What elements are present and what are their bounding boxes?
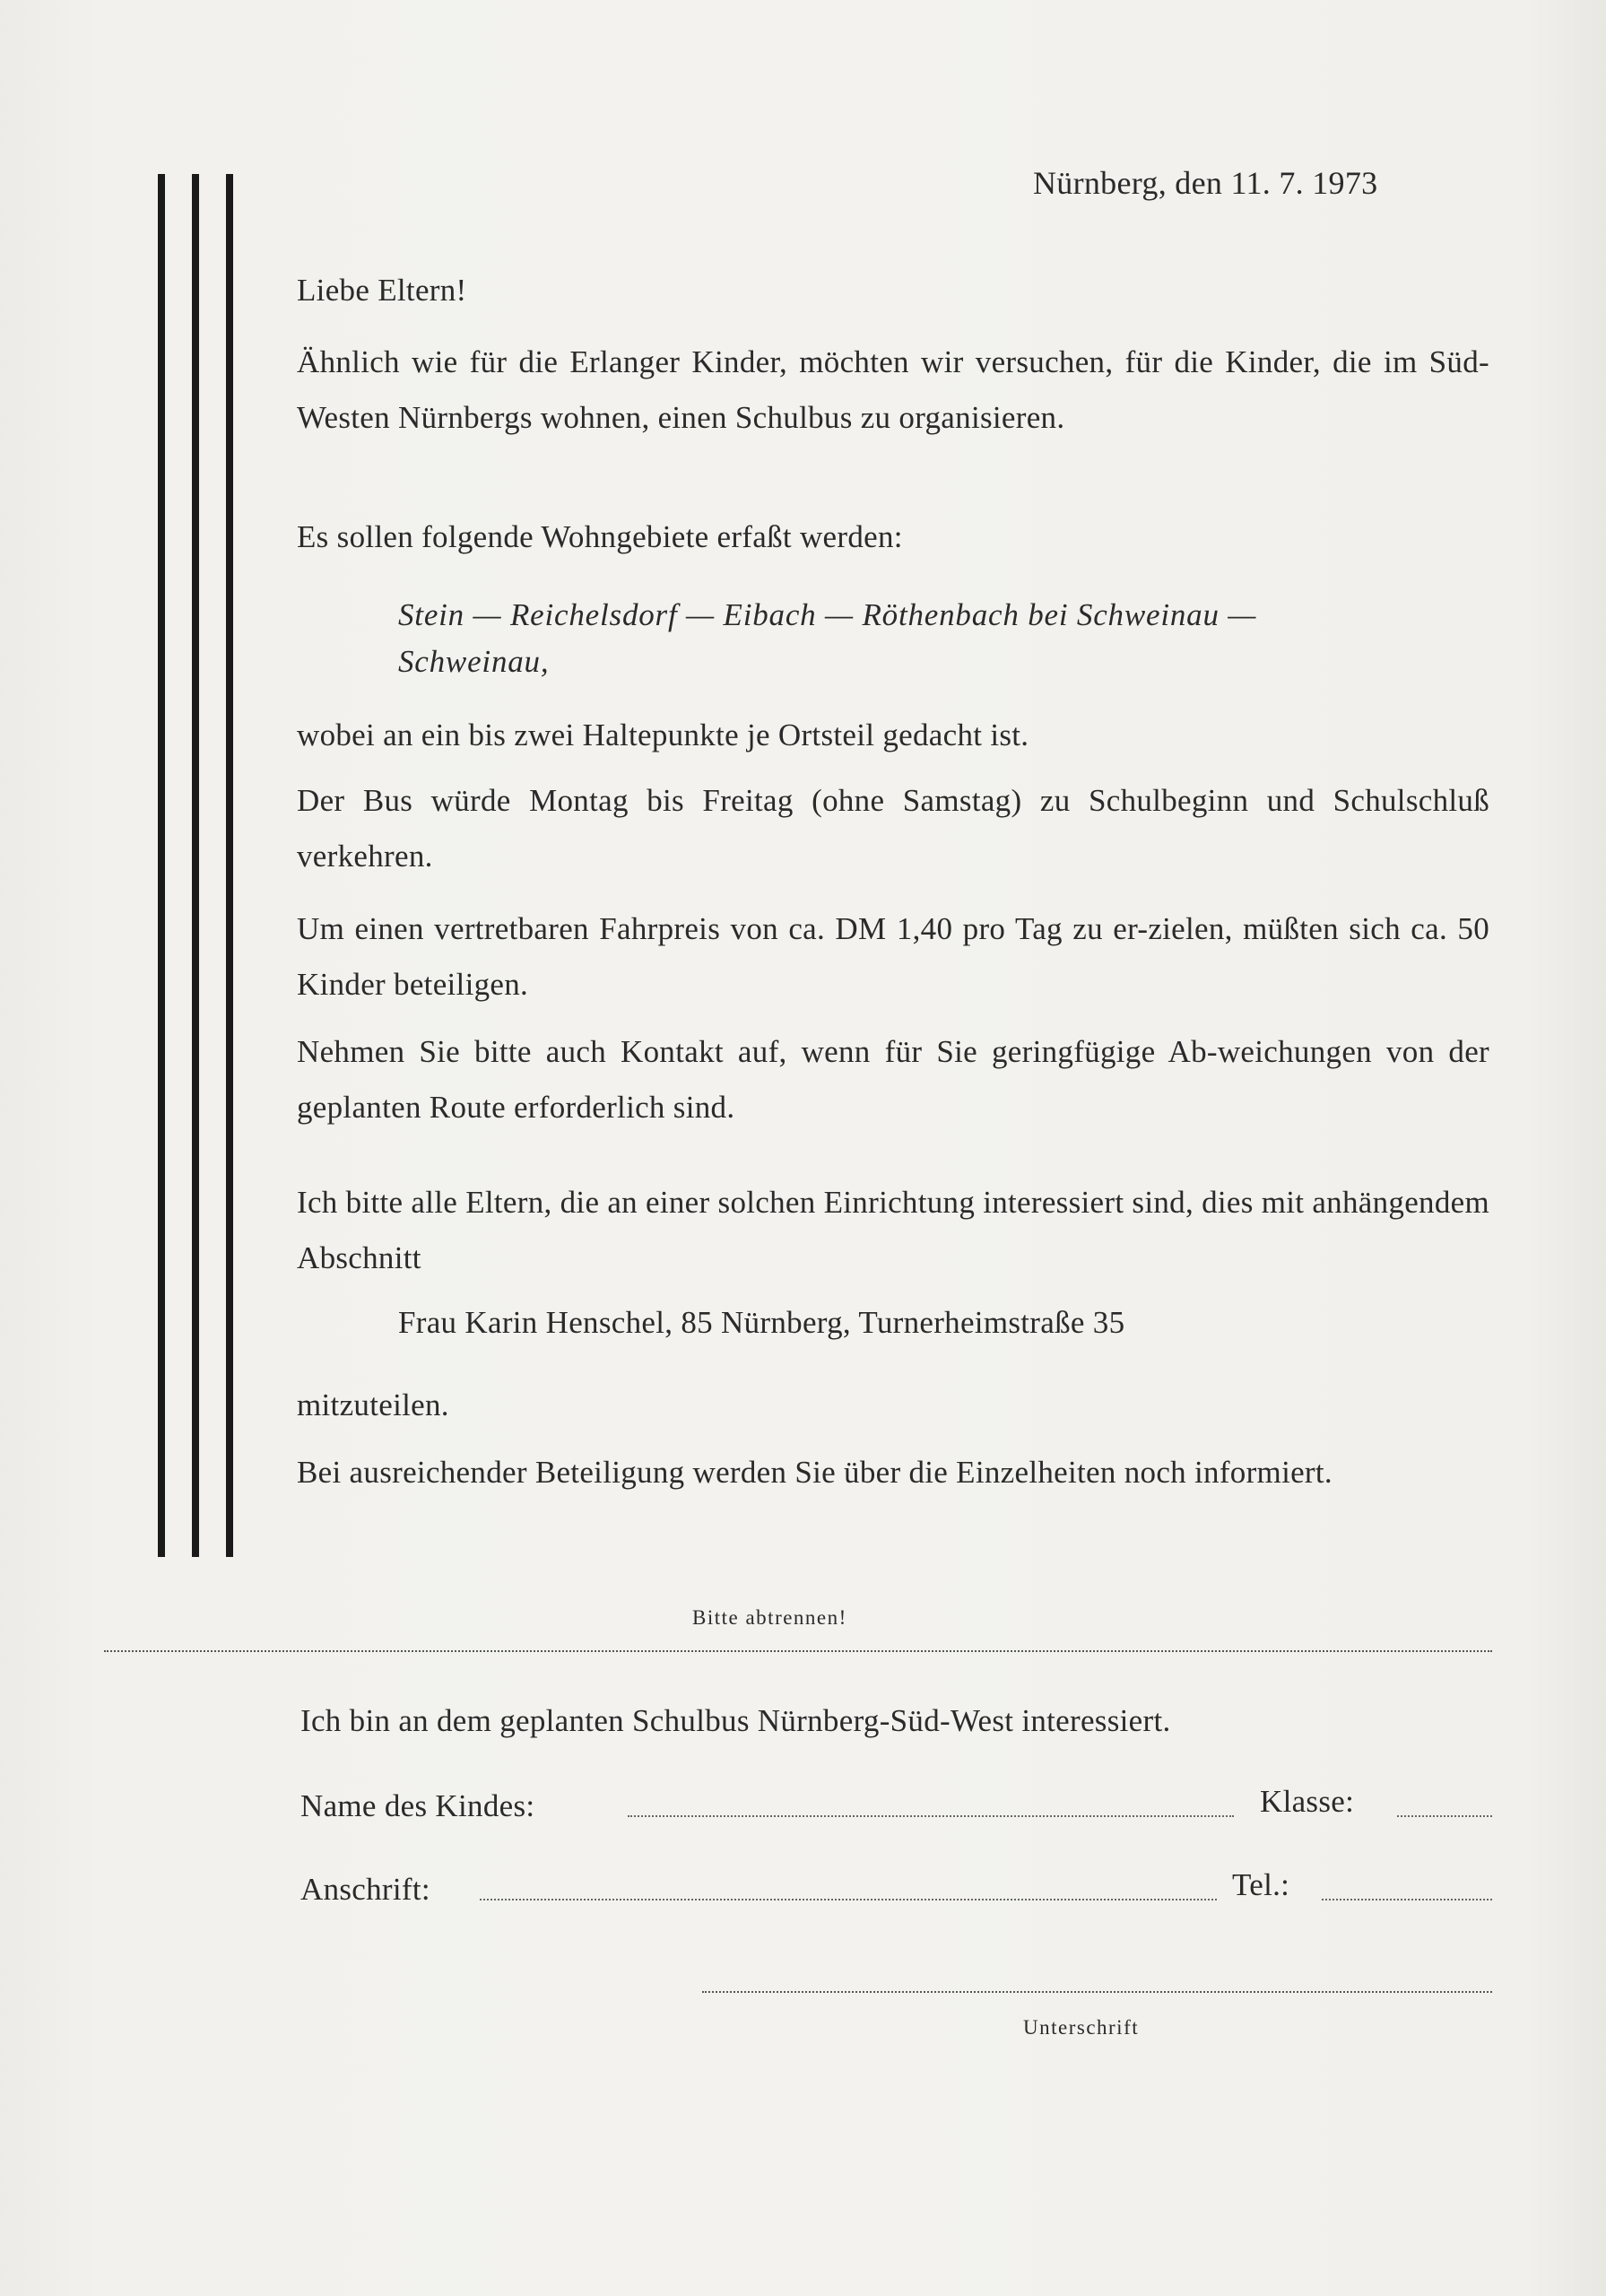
tear-off-instruction: Bitte abtrennen! [692, 1606, 847, 1629]
paragraph-stops: wobei an ein bis zwei Haltepunkte je Ortsteil gedacht ist. [297, 718, 1029, 752]
vertical-rule [226, 174, 233, 1557]
areas-list-line-2: Schweinau, [398, 644, 550, 679]
vertical-rule [192, 174, 199, 1557]
class-label: Klasse: [1260, 1784, 1355, 1819]
paragraph-schedule: Der Bus würde Montag bis Freitag (ohne Samstag) zu Schulbeginn und Schulschluß verkehren. [297, 783, 1489, 874]
phone-label: Tel.: [1232, 1867, 1290, 1902]
signature-field[interactable] [702, 1991, 1492, 1993]
address-field[interactable] [480, 1899, 1217, 1900]
paragraph-areas-intro: Es sollen folgende Wohngebiete erfaßt werden: [297, 519, 903, 554]
paragraph-route: Nehmen Sie bitte auch Kontakt auf, wenn für Sie geringfügige Ab-weichungen von der geplanten Route erforderlich sind. [297, 1034, 1489, 1125]
paragraph-details: Bei ausreichender Beteiligung werden Sie über die Einzelheiten noch informiert. [297, 1455, 1333, 1490]
interest-statement: Ich bin an dem geplanten Schulbus Nürnberg-Süd-West interessiert. [300, 1703, 1171, 1738]
paragraph-request: Ich bitte alle Eltern, die an einer solchen Einrichtung interessiert sind, dies mit anhängendem Abschnitt [297, 1185, 1489, 1275]
class-field[interactable] [1397, 1815, 1492, 1817]
salutation: Liebe Eltern! [297, 273, 467, 308]
cut-line [104, 1650, 1492, 1652]
decorative-vertical-rules [158, 174, 239, 1557]
child-name-label: Name des Kindes: [300, 1788, 535, 1823]
paragraph-notify: mitzuteilen. [297, 1387, 449, 1422]
address-label: Anschrift: [300, 1872, 430, 1907]
phone-field[interactable] [1322, 1899, 1492, 1900]
place-date: Nürnberg, den 11. 7. 1973 [1033, 165, 1378, 201]
areas-list-line-1: Stein — Reichelsdorf — Eibach — Röthenbach bei Schweinau — [398, 597, 1257, 632]
signature-label: Unterschrift [1023, 2016, 1140, 2039]
child-name-field[interactable] [628, 1815, 1234, 1817]
contact-address: Frau Karin Henschel, 85 Nürnberg, Turnerheimstraße 35 [398, 1305, 1125, 1340]
paragraph-fare: Um einen vertretbaren Fahrpreis von ca. DM 1,40 pro Tag zu er-zielen, müßten sich ca. 50 Kinder beteiligen. [297, 911, 1489, 1002]
paragraph-intro: Ähnlich wie für die Erlanger Kinder, möchten wir versuchen, für die Kinder, die im Süd-Westen Nürnbergs wohnen, einen Schulbus zu organisieren. [297, 344, 1489, 435]
vertical-rule [158, 174, 165, 1557]
